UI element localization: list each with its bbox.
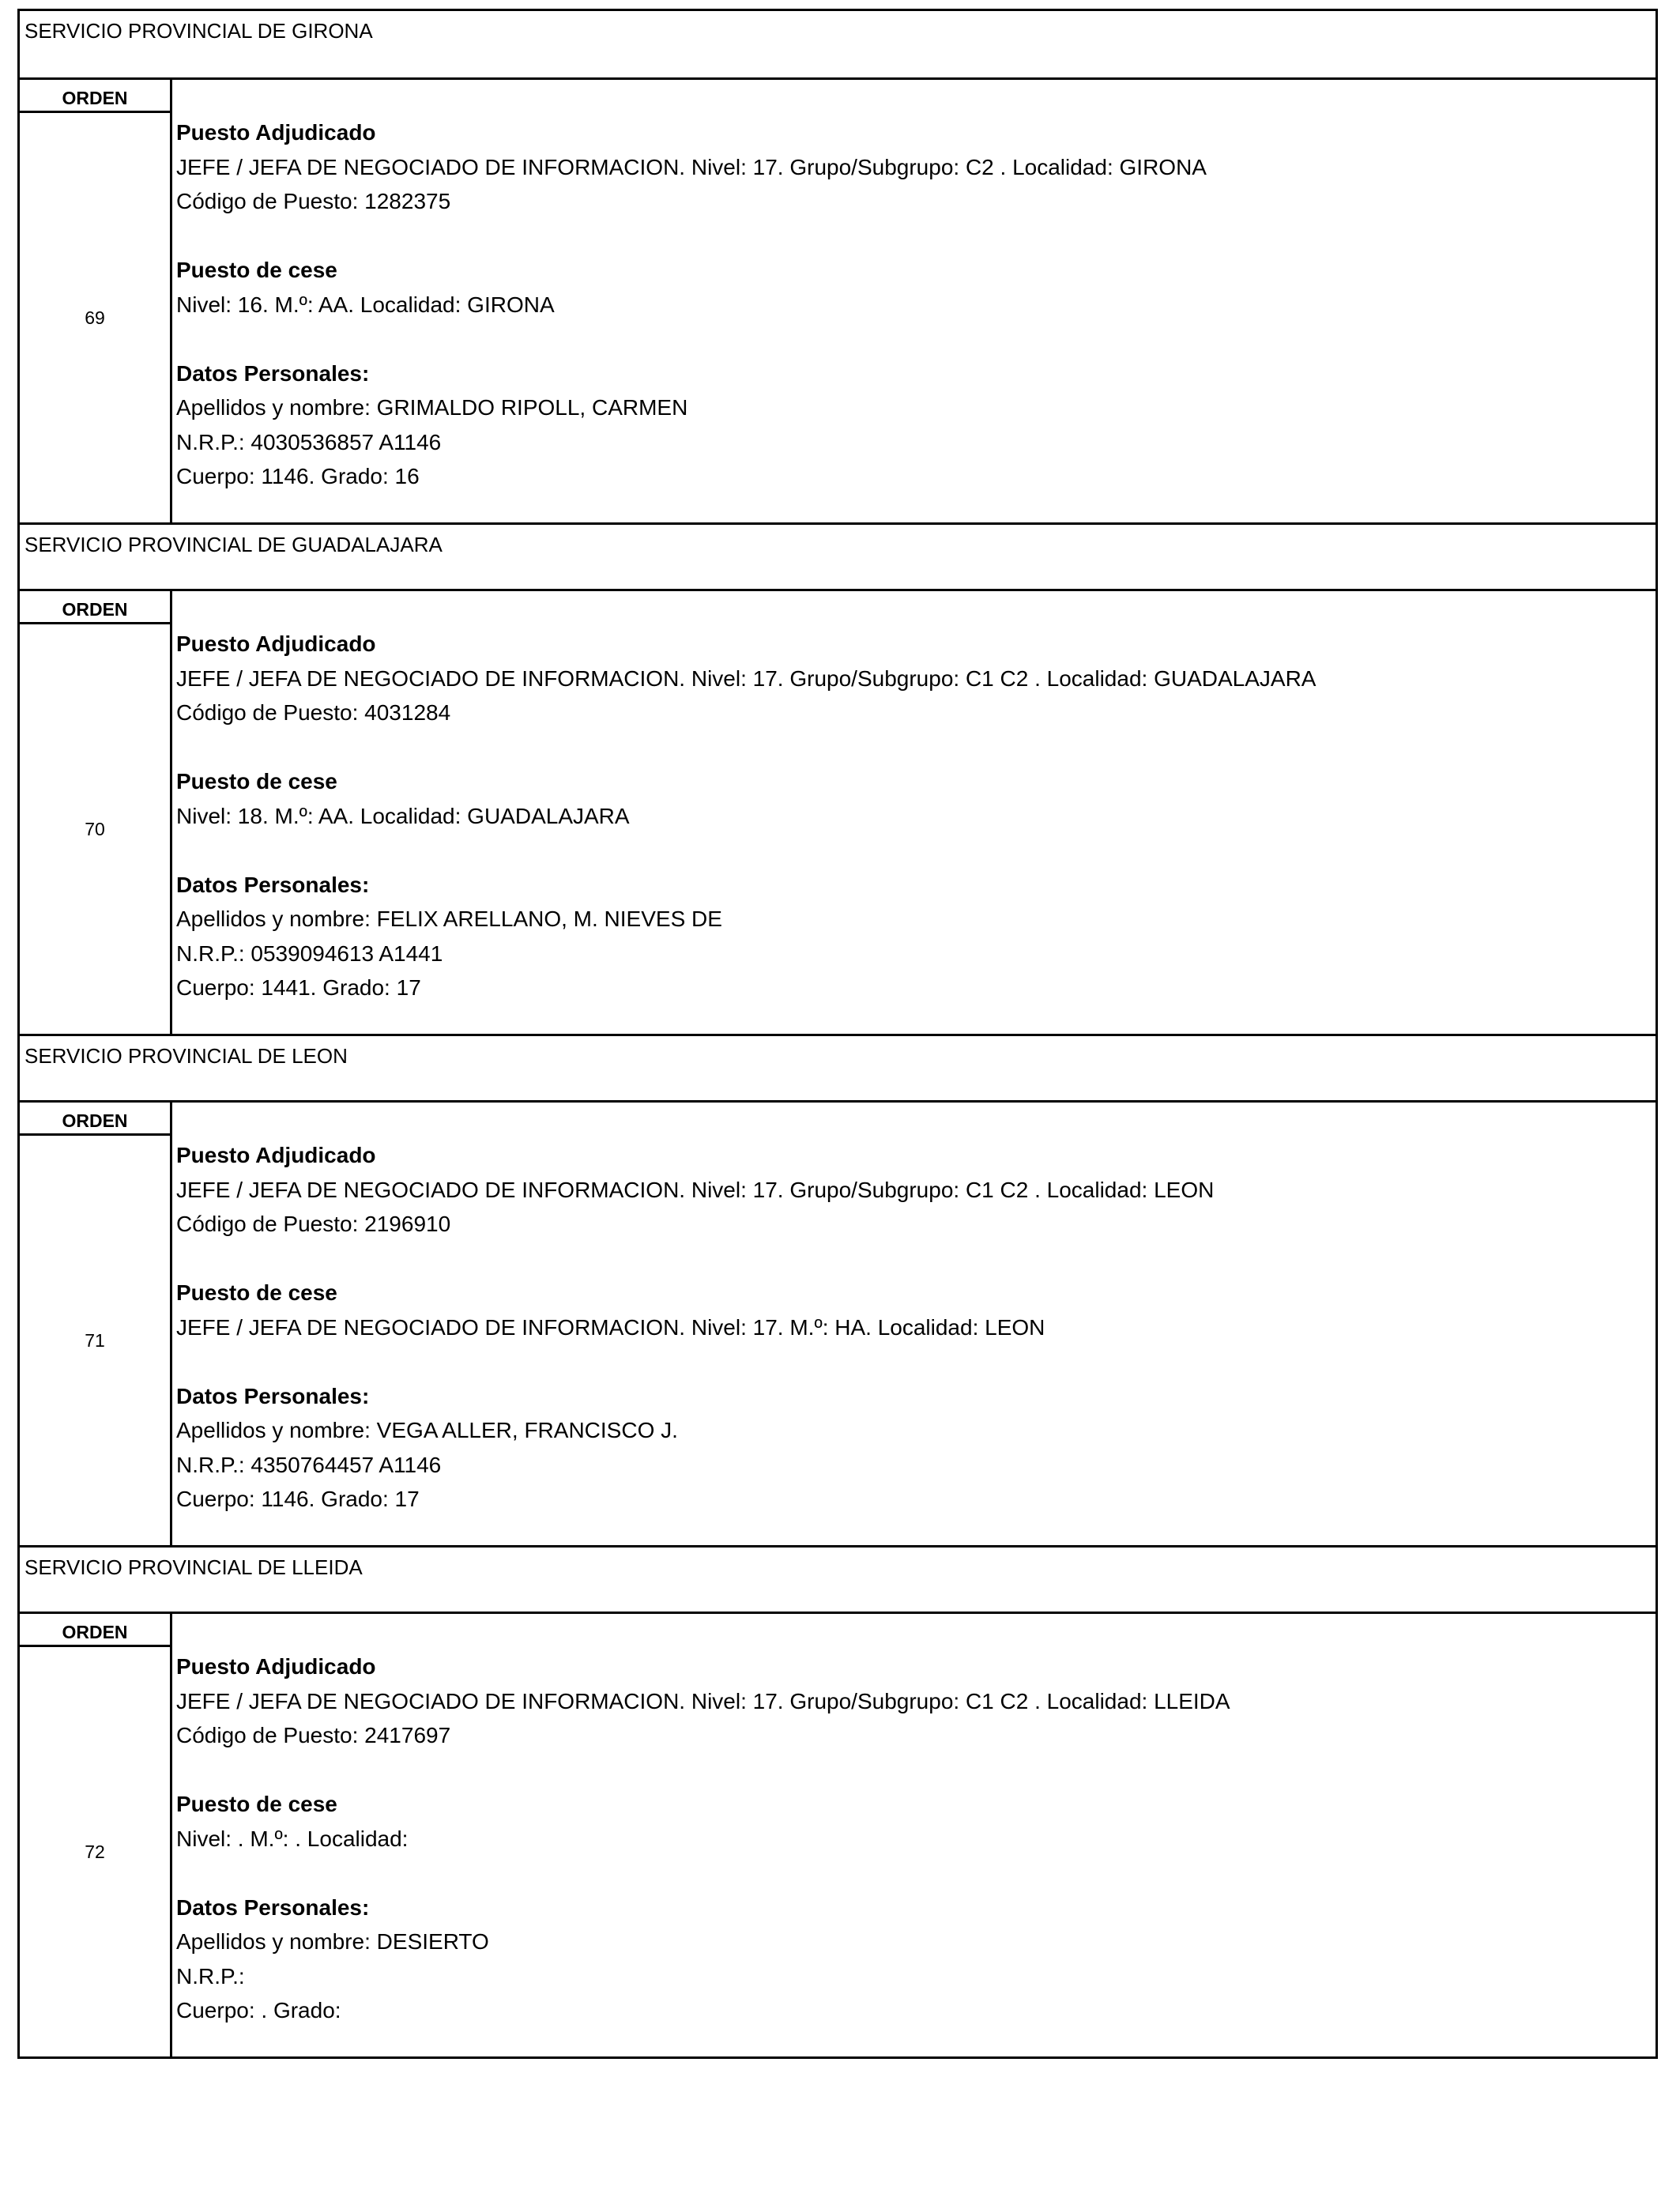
apellidos-nombre: Apellidos y nombre: FELIX ARELLANO, M. NIEVES DE bbox=[176, 907, 722, 931]
section-guadalajara bbox=[20, 522, 1656, 1034]
puesto-cese-heading: Puesto de cese bbox=[176, 1280, 337, 1305]
section-header: SERVICIO PROVINCIAL DE GUADALAJARA bbox=[20, 522, 1656, 591]
document-table bbox=[17, 9, 1658, 2059]
datos-personales-heading: Datos Personales: bbox=[176, 1894, 370, 1920]
puesto-adjudicado-line: JEFE / JEFA DE NEGOCIADO DE INFORMACION. Nivel: 17. Grupo/Subgrupo: C1 C2 . Localidad: LLEIDA bbox=[176, 1688, 1230, 1713]
puesto-cese-line: JEFE / JEFA DE NEGOCIADO DE INFORMACION. Nivel: 17. M.º: HA. Localidad: LEON bbox=[176, 1314, 1045, 1340]
puesto-adjudicado-heading: Puesto Adjudicado bbox=[176, 120, 376, 145]
nrp: N.R.P.: 4030536857 A1146 bbox=[176, 429, 442, 454]
section-header: SERVICIO PROVINCIAL DE GIRONA bbox=[20, 11, 1656, 80]
orden-label: ORDEN bbox=[20, 80, 170, 113]
puesto-adjudicado-heading: Puesto Adjudicado bbox=[176, 1143, 376, 1167]
orden-label: ORDEN bbox=[20, 1103, 170, 1136]
cuerpo-grado: Cuerpo: 1146. Grado: 16 bbox=[176, 464, 420, 488]
datos-personales-heading: Datos Personales: bbox=[176, 1383, 370, 1408]
puesto-cese-heading: Puesto de cese bbox=[176, 769, 337, 794]
puesto-cese-heading: Puesto de cese bbox=[176, 258, 337, 282]
cuerpo-grado: Cuerpo: 1146. Grado: 17 bbox=[176, 1487, 420, 1511]
orden-label: ORDEN bbox=[20, 1614, 170, 1647]
record-content bbox=[172, 591, 1656, 1034]
section-header: SERVICIO PROVINCIAL DE LEON bbox=[20, 1034, 1656, 1103]
cuerpo-grado: Cuerpo: . Grado: bbox=[176, 1998, 341, 2022]
puesto-adjudicado-heading: Puesto Adjudicado bbox=[176, 631, 376, 656]
record-row bbox=[20, 80, 1656, 522]
nrp: N.R.P.: 0539094613 A1441 bbox=[176, 941, 443, 966]
nrp: N.R.P.: 4350764457 A1146 bbox=[176, 1452, 442, 1477]
section-header: SERVICIO PROVINCIAL DE LLEIDA bbox=[20, 1545, 1656, 1614]
apellidos-nombre: Apellidos y nombre: GRIMALDO RIPOLL, CARMEN bbox=[176, 395, 688, 420]
apellidos-nombre: Apellidos y nombre: DESIERTO bbox=[176, 1929, 489, 1954]
orden-column bbox=[20, 591, 172, 1034]
record-row bbox=[20, 1614, 1656, 2056]
puesto-cese-heading: Puesto de cese bbox=[176, 1792, 337, 1816]
puesto-cese-line: Nivel: 16. M.º: AA. Localidad: GIRONA bbox=[176, 292, 555, 317]
puesto-cese-line: Nivel: 18. M.º: AA. Localidad: GUADALAJARA bbox=[176, 803, 630, 828]
orden-number: 69 bbox=[85, 307, 105, 328]
orden-column bbox=[20, 1614, 172, 2056]
record-content bbox=[172, 1614, 1656, 2056]
codigo-puesto: Código de Puesto: 4031284 bbox=[176, 700, 451, 725]
orden-column bbox=[20, 80, 172, 522]
puesto-adjudicado-heading: Puesto Adjudicado bbox=[176, 1654, 376, 1679]
orden-column bbox=[20, 1103, 172, 1545]
orden-number: 71 bbox=[85, 1329, 105, 1351]
orden-label: ORDEN bbox=[20, 591, 170, 624]
section-girona bbox=[20, 11, 1656, 522]
codigo-puesto: Código de Puesto: 1282375 bbox=[176, 189, 451, 213]
puesto-adjudicado-line: JEFE / JEFA DE NEGOCIADO DE INFORMACION. Nivel: 17. Grupo/Subgrupo: C1 C2 . Localidad: LEON bbox=[176, 1177, 1215, 1202]
record-row bbox=[20, 591, 1656, 1034]
section-leon bbox=[20, 1034, 1656, 1545]
orden-number: 72 bbox=[85, 1841, 105, 1862]
cuerpo-grado: Cuerpo: 1441. Grado: 17 bbox=[176, 975, 421, 1000]
datos-personales-heading: Datos Personales: bbox=[176, 872, 370, 897]
nrp: N.R.P.: bbox=[176, 1963, 245, 1989]
codigo-puesto: Código de Puesto: 2417697 bbox=[176, 1723, 451, 1747]
puesto-adjudicado-line: JEFE / JEFA DE NEGOCIADO DE INFORMACION. Nivel: 17. Grupo/Subgrupo: C1 C2 . Localidad: GUADALAJARA bbox=[176, 665, 1317, 691]
puesto-adjudicado-line: JEFE / JEFA DE NEGOCIADO DE INFORMACION. Nivel: 17. Grupo/Subgrupo: C2 . Localidad: GIRONA bbox=[176, 154, 1207, 179]
record-row bbox=[20, 1103, 1656, 1545]
record-content bbox=[172, 80, 1656, 522]
apellidos-nombre: Apellidos y nombre: VEGA ALLER, FRANCISCO J. bbox=[176, 1418, 678, 1442]
record-content bbox=[172, 1103, 1656, 1545]
datos-personales-heading: Datos Personales: bbox=[176, 360, 370, 386]
orden-number: 70 bbox=[85, 818, 105, 839]
section-lleida bbox=[20, 1545, 1656, 2056]
codigo-puesto: Código de Puesto: 2196910 bbox=[176, 1212, 451, 1236]
puesto-cese-line: Nivel: . M.º: . Localidad: bbox=[176, 1826, 409, 1851]
